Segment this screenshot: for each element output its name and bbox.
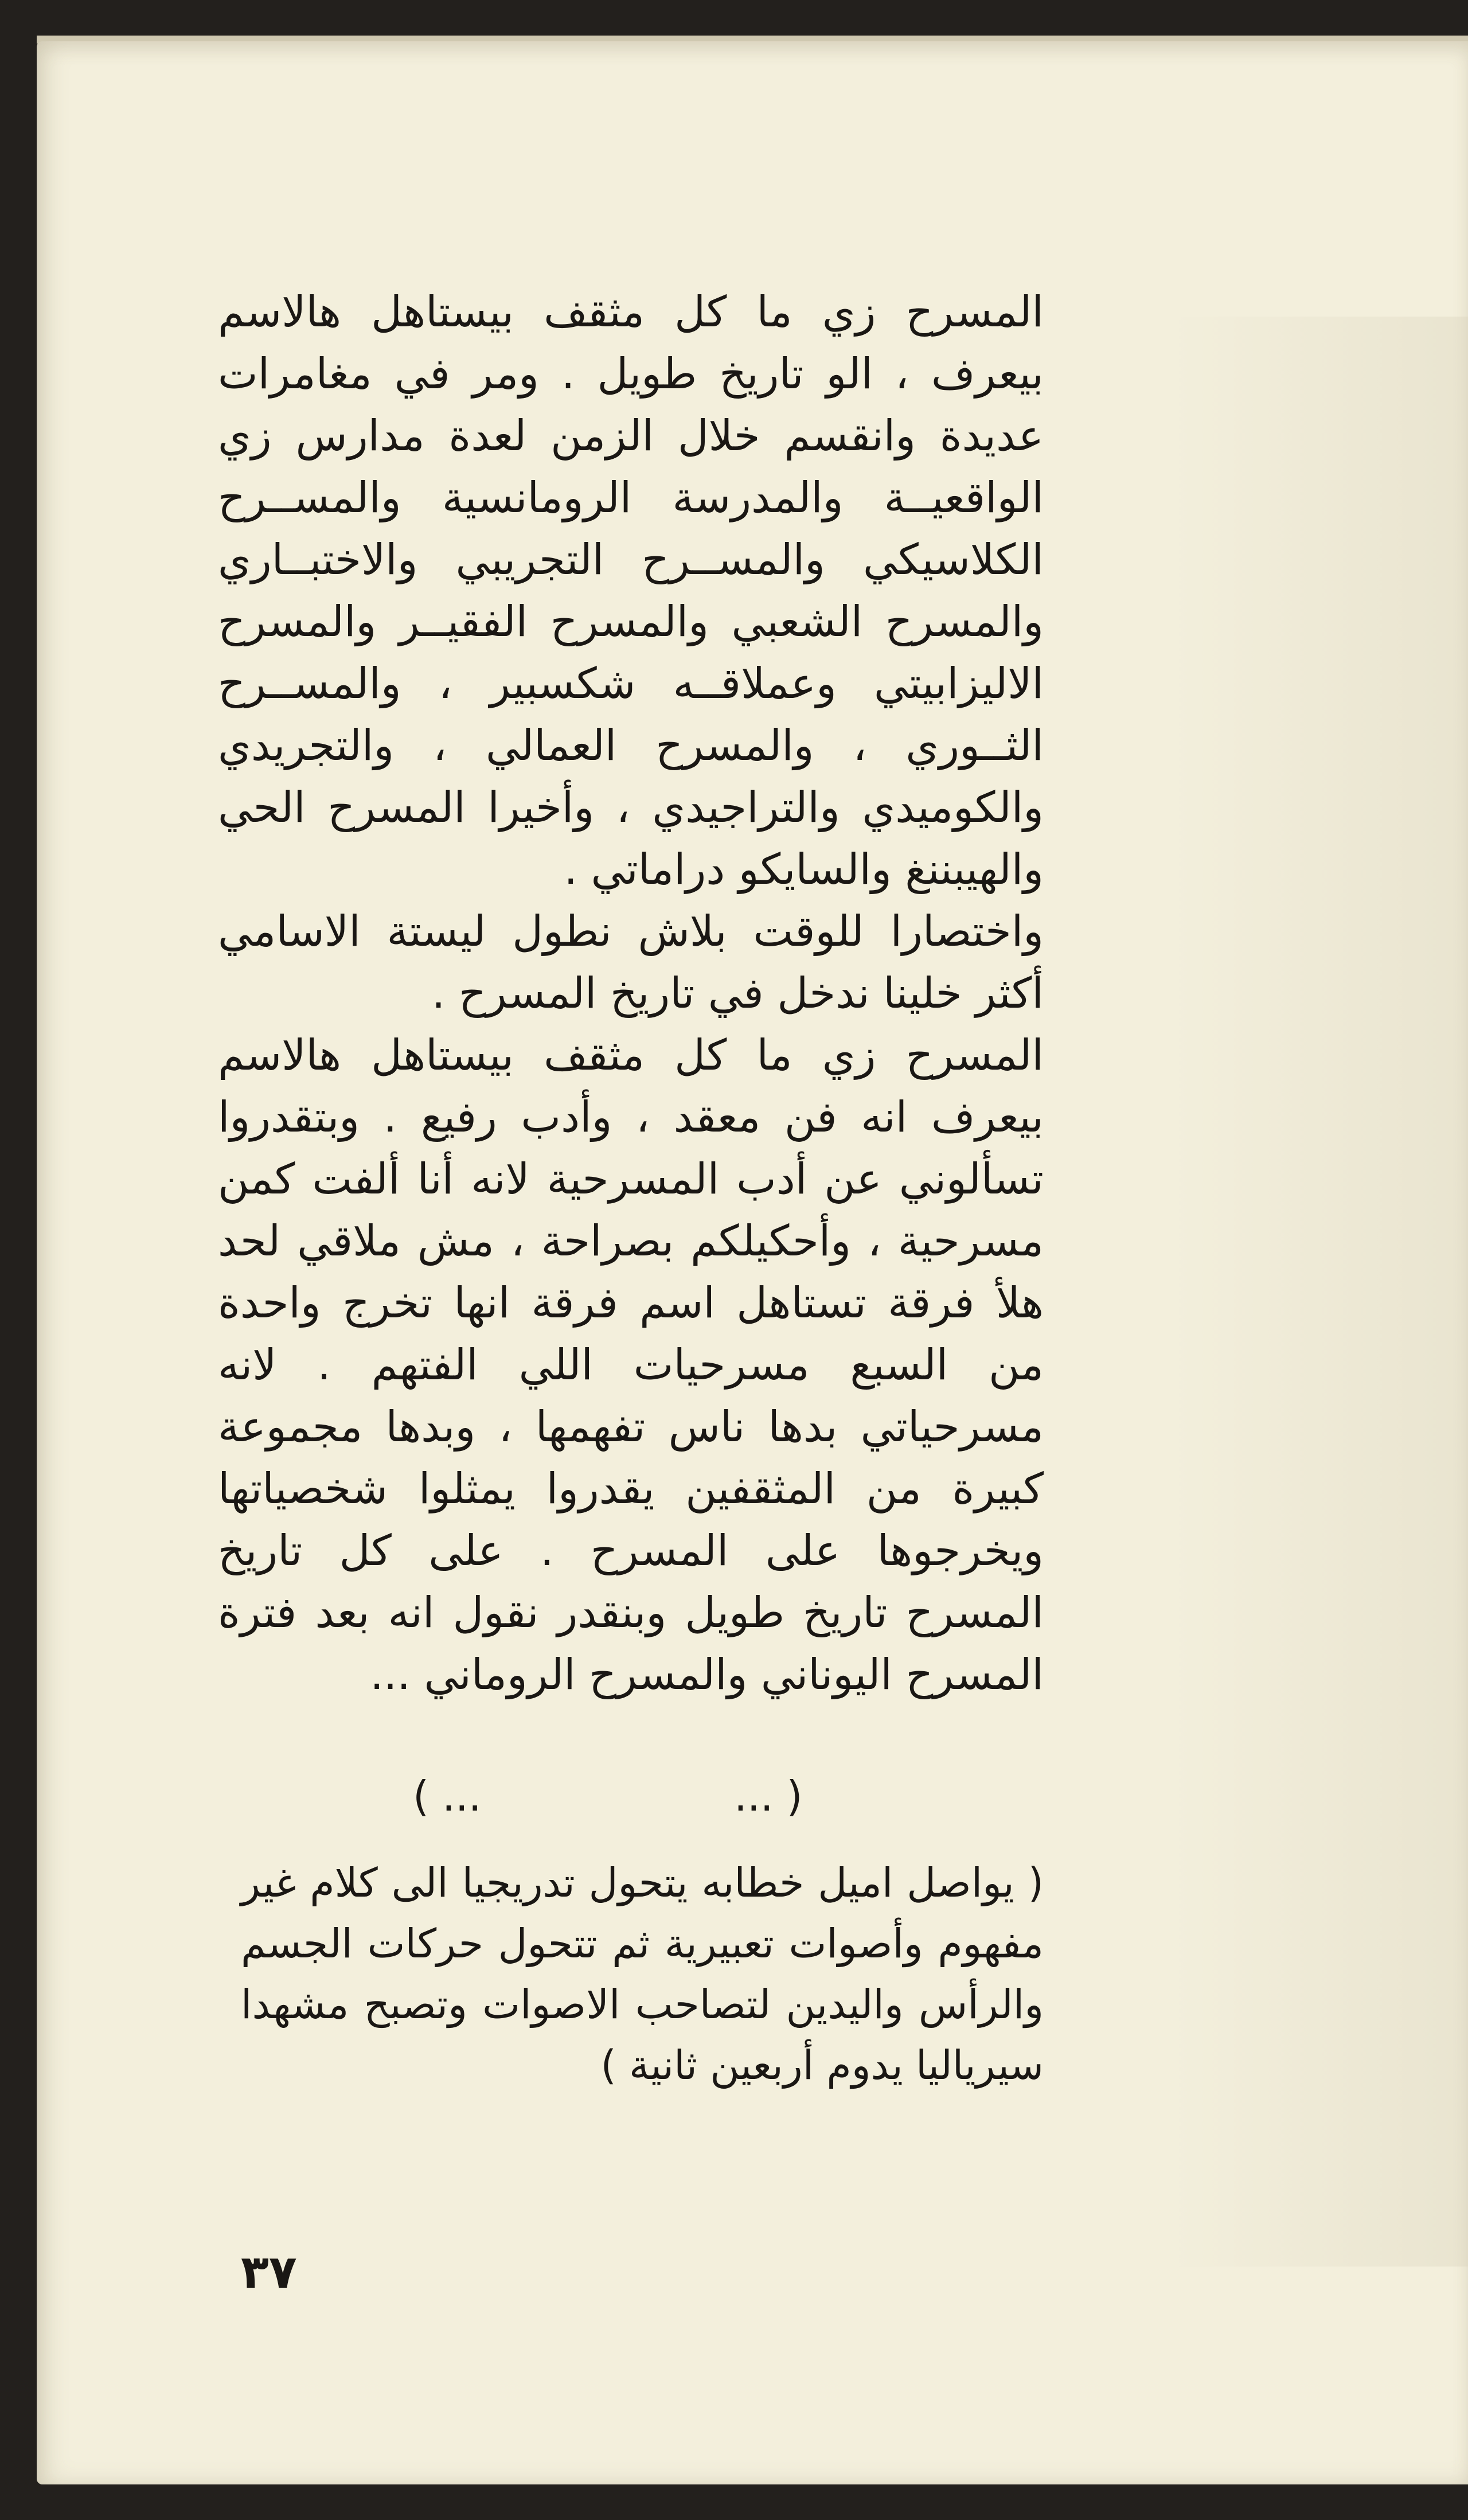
- ellipsis-left: ( ...: [413, 1772, 482, 1820]
- paragraph-1: المسرح زي ما كل مثقف بيستاهل هالاسم بيعرف ، الو تاريخ طويل . ومر في مغامرات عديدة وانقسم خلال الزمن لعدة مدارس زي الواقعيــة والمدرسة الرومانسية والمســرح الكلاسيكي والمســرح التجريبي والاختبــاري والمسرح الشعبي والمسرح الفقيــر والمسرح الاليزابيتي وعملاقــه شكسبير ، والمســرح الثــوري ، والمسرح العمالي ، والتجريدي والكوميدي والتراجيدي ، وأخيرا المسرح الحي والهيبننغ والسايكو دراماتي .: [218, 287, 1044, 894]
- show-through-shadow: [1170, 317, 1468, 2267]
- stage-direction: ( يواصل اميل خطابه يتحول تدريجيا الى كلام غير مفهوم وأصوات تعبيرية ثم تتحول حركات الجسم والرأس واليدين لتصاحب الاصوات وتصبح مشهدا سيرياليا يدوم أربعين ثانية ): [241, 1859, 1044, 2089]
- ellipsis-right: ... ): [734, 1772, 803, 1820]
- ellipsis-line: [413, 1772, 929, 1835]
- paragraph-2: واختصارا للوقت بلاش نطول ليستة الاسامي أكثر خلينا ندخل في تاريخ المسرح .: [218, 907, 1044, 1018]
- paragraph-3: المسرح زي ما كل مثقف بيستاهل هالاسم بيعرف انه فن معقد ، وأدب رفيع . وبتقدروا تسألوني عن أدب المسرحية لانه أنا ألفت كمن مسرحية ، وأحكيلكم بصراحة ، مش ملاقي لحد هلأ فرقة تستاهل اسم فرقة انها تخرج واحدة من السبع مسرحيات اللي الفتهم . لانه مسرحياتي بدها ناس تفهمها ، وبدها مجموعة كبيرة من المثقفين يقدروا يمثلوا شخصياتها ويخرجوها على المسرح . على كل تاريخ المسرح تاريخ طويل وبنقدر نقول انه بعد فترة المسرح اليوناني والمسرح الروماني ...: [218, 1031, 1044, 1699]
- main-text: [218, 281, 1044, 1706]
- page-number: ٣٧: [241, 2245, 297, 2299]
